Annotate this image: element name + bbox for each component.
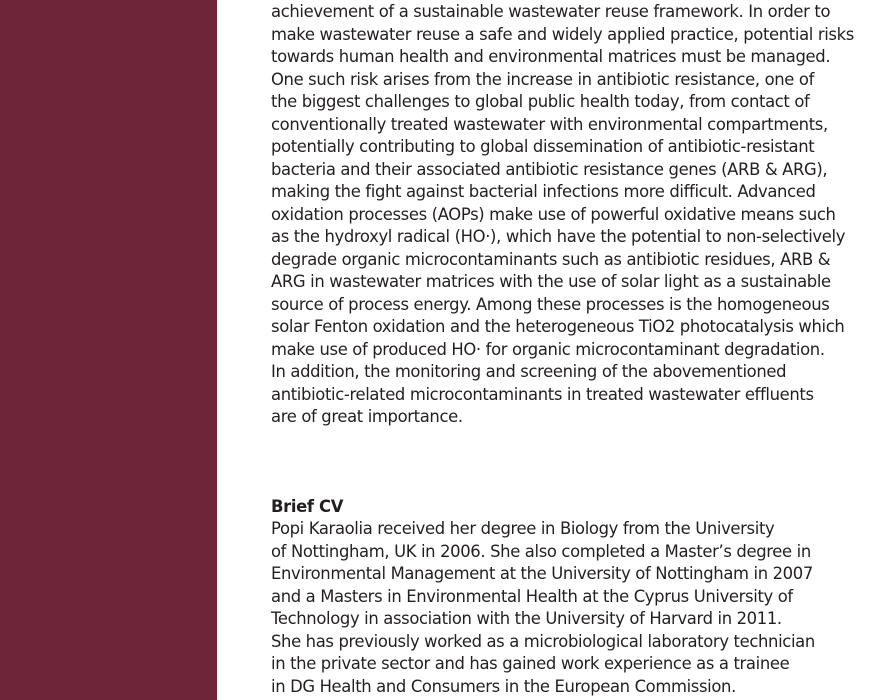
cv-line: Popi Karaolia received her degree in Biology from the University	[271, 519, 775, 538]
abstract-line: bacteria and their associated antibiotic resistance genes (ARB & ARG),	[271, 159, 828, 179]
abstract-line: make use of produced HO· for organic microcontaminant degradation.	[271, 339, 825, 359]
abstract-line: source of process energy. Among these processes is the homogeneous	[271, 294, 830, 314]
abstract-line: solar Fenton oxidation and the heterogeneous TiO2 photocatalysis which	[271, 317, 845, 336]
abstract-line: ARG in wastewater matrices with the use of solar light as a sustainable	[271, 272, 831, 291]
cv-line: of Nottingham, UK in 2006. She also completed a Master’s degree in	[271, 541, 811, 561]
abstract-line: In addition, the monitoring and screening of the abovementioned	[271, 362, 787, 381]
abstract-line: conventionally treated wastewater with environmental compartments,	[271, 114, 828, 134]
brief-cv-text	[271, 518, 861, 698]
abstract-line: degrade organic microcontaminants such as antibiotic residues, ARB &	[271, 249, 831, 269]
abstract-line: making the fight against bacterial infections more difficult. Advanced	[271, 182, 816, 201]
abstract-line: achievement of a sustainable wastewater reuse framework. In order to	[271, 2, 831, 21]
cv-line: and a Masters in Environmental Health at the Cyprus University of	[271, 586, 793, 606]
abstract-line: the biggest challenges to global public health today, from contact of	[271, 92, 810, 111]
abstract-line: make wastewater reuse a safe and widely applied practice, potential risks	[271, 24, 854, 44]
cv-line: in DG Health and Consumers in the European Commission.	[271, 676, 736, 696]
abstract-line: potentially contributing to global dissemination of antibiotic-resistant	[271, 137, 815, 156]
sidebar-color-band	[0, 0, 217, 700]
abstract-line: towards human health and environmental matrices must be managed.	[271, 47, 831, 66]
cv-line: Technology in association with the University of Harvard in 2011.	[271, 609, 782, 628]
abstract-line: oxidation processes (AOPs) make use of powerful oxidative means such	[271, 204, 836, 224]
abstract-line: antibiotic-related microcontaminants in treated wastewater effluents	[271, 384, 814, 404]
abstract-text	[271, 1, 861, 429]
brief-cv-heading: Brief CV	[271, 497, 344, 516]
cv-line: Environmental Management at the University of Nottingham in 2007	[271, 564, 813, 583]
abstract-line: are of great importance.	[271, 407, 463, 426]
cv-line: She has previously worked as a microbiological laboratory technician	[271, 631, 815, 651]
cv-line: in the private sector and has gained work experience as a trainee	[271, 654, 790, 673]
abstract-line: as the hydroxyl radical (HO·), which have the potential to non-selectively	[271, 227, 846, 246]
abstract-line: One such risk arises from the increase in antibiotic resistance, one of	[271, 69, 815, 89]
